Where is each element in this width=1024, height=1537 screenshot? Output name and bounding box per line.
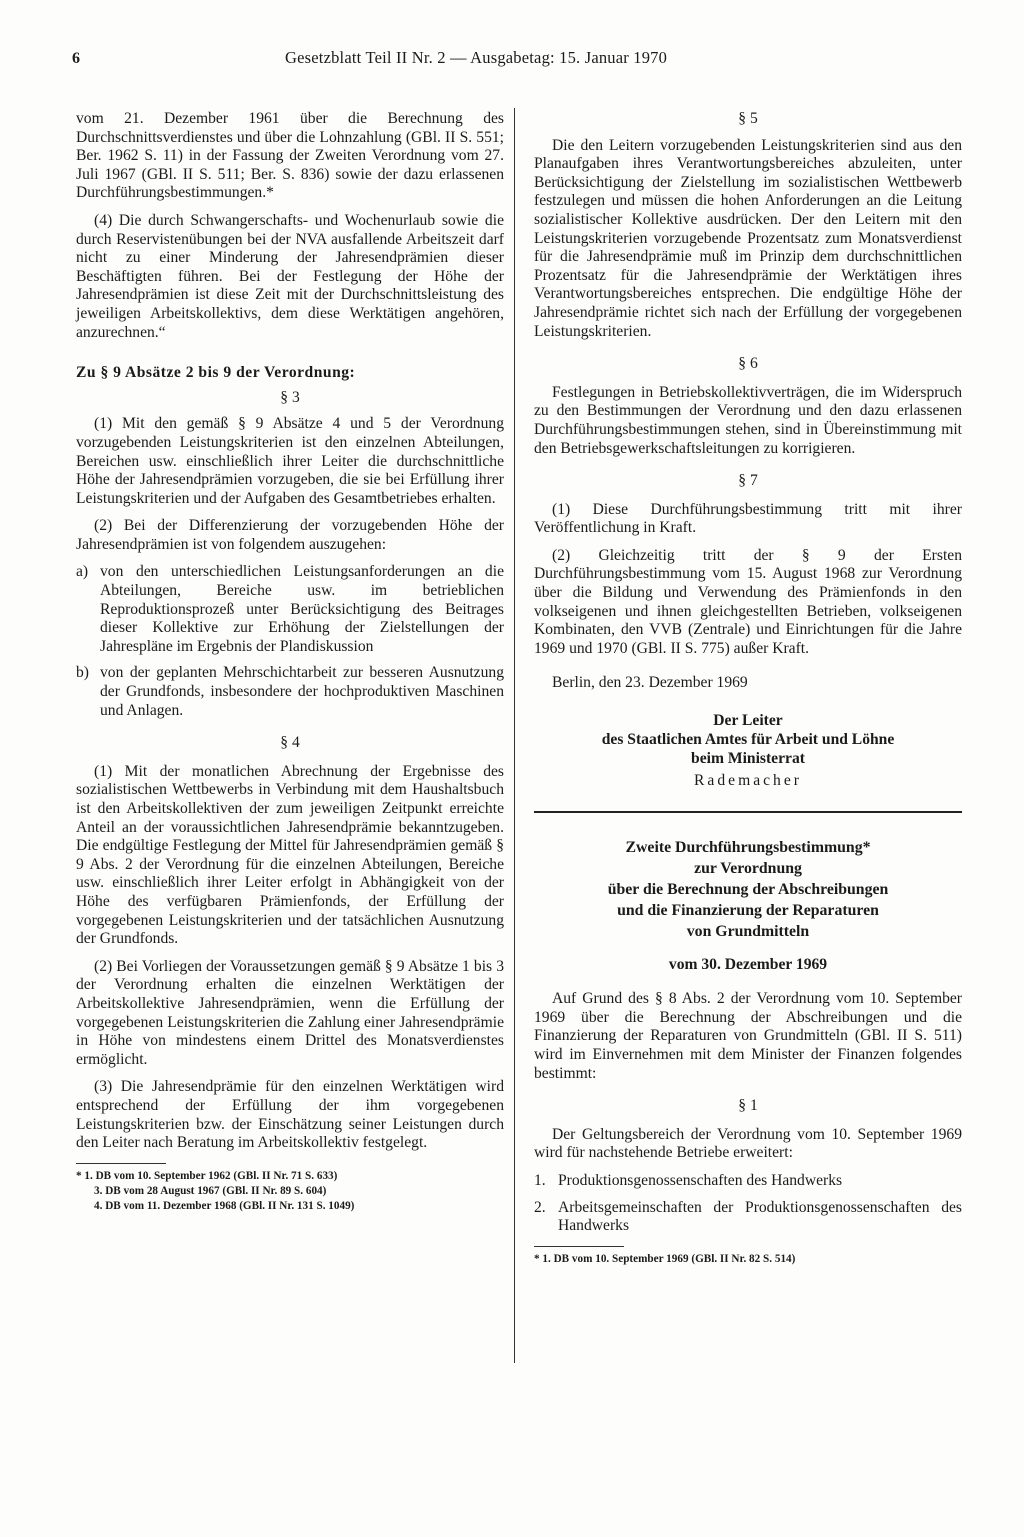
footnote: * 1. DB vom 10. September 1962 (GBl. II Nr. 71 S. 633) <box>76 1169 338 1182</box>
section-heading: Zu § 9 Absätze 2 bis 9 der Verordnung: <box>76 364 356 382</box>
paragraph-7-1: (1) Diese Durchführungsbestimmung tritt mit ihrer Veröffentlichung in Kraft. <box>534 500 962 537</box>
decree-title-line: Zweite Durchführungsbestimmung* <box>625 838 871 856</box>
column-divider <box>514 108 515 1363</box>
decree-title-line: und die Finanzierung der Reparaturen <box>617 901 879 919</box>
decree-title-line: über die Berechnung der Abschreibungen <box>607 880 889 898</box>
paragraph-4: (4) Die durch Schwangerschafts- und Wochenurlaub sowie die durch Reservistenübungen bei der NVA ausfallende Arbeitszeit darf nicht zu einer Minderung der Jahresendprämien dieser Beschäftigten führen. Bei der Festlegung der Höhe der Jahresendprämien ist diese Zeit mit der Durchschnittsleistung des jeweiligen Arbeitskollektivs, dem diese Werktätigen angehören, anzurechnen.“ <box>76 211 504 341</box>
decree-title <box>534 837 962 942</box>
paragraph-6: Festlegungen in Betriebskollektivverträgen, die im Widerspruch zu den Bestimmungen der Verordnung und den dazu erlassenen Durchführungsbestimmungen stehen, sind in Übereinstimmung mit den Betriebsgewerkschaftsleitungen zu korrigieren. <box>534 383 962 457</box>
paragraph-7-2: (2) Gleichzeitig tritt der § 9 der Ersten Durchführungsbestimmung vom 15. August 1968 zur Verordnung über die Bildung und Verwendung des Prämienfonds in den volkseigenen und ihnen gleichgestellten Betrieben, volkseigenen Kombinaten, den VVB (Zentrale) und Einrichtungen für die Jahre 1969 und 1970 (GBl. II S. 775) außer Kraft. <box>534 546 962 657</box>
signature-title-3: beim Ministerrat <box>691 750 805 768</box>
list-text: von der geplanten Mehrschichtarbeit zur besseren Ausnutzung der Grundfonds, insbesondere der hochproduktiven Maschinen und Anlagen. <box>100 664 504 719</box>
paragraph-4-2: (2) Bei Vorliegen der Voraussetzungen gemäß § 9 Absätze 1 bis 3 der Verordnung erhalten die einzelnen Werktätigen der Arbeitskollektive Jahresendprämien, wenn die Erfüllung der vorgegebenen Leistungskriterien die Zahlung einer Jahresendprämie in Höhe von mindestens einem Drittel des Monatsverdienstes ermöglicht. <box>76 957 504 1068</box>
section-6-heading: § 6 <box>738 355 758 373</box>
running-header: Gesetzblatt Teil II Nr. 2 — Ausgabetag: 15. Januar 1970 <box>285 48 668 67</box>
decree-preamble: Auf Grund des § 8 Abs. 2 der Verordnung vom 10. September 1969 über die Berechnung der Abschreibungen und die Finanzierung der Reparaturen von Grundmitteln (GBl. II S. 511) wird im Einvernehmen mit dem Minister der Finanzen folgendes bestimmt: <box>534 990 962 1082</box>
footnote-rule <box>76 1163 166 1164</box>
decree-title-line: von Grundmitteln <box>686 922 810 940</box>
section-5-heading: § 5 <box>738 110 758 127</box>
right-column <box>534 110 962 1267</box>
paragraph-4-1: (1) Mit der monatlichen Abrechnung der Ergebnisse des sozialistischen Wettbewerbs in Verbindung mit dem Haushaltsbuch ist den Arbeitskollektiven der zum jeweiligen Zeitpunkt erreichte Anteil an der voraussichtlichen Jahresendprämie bekanntzugeben. Die endgültige Festlegung der Mittel für Jahresendprämien gemäß § 9 Abs. 2 der Verordnung für die einzelnen Abteilungen, Bereiche usw. einschließlich ihrer Leiter erfolgt in Abhängigkeit von der Höhe des verfügbaren Prämienfonds, der Erfüllung der vorgegebenen Leistungskriterien und der tatsächlichen Ausnutzung der Grundfonds. <box>76 762 504 948</box>
footnote-rule <box>534 1246 624 1247</box>
left-column <box>76 110 504 1214</box>
footnotes <box>76 1169 504 1214</box>
section-1-heading: § 1 <box>738 1097 758 1115</box>
date-line: Berlin, den 23. Dezember 1969 <box>552 674 748 692</box>
list-marker: a) <box>76 563 89 581</box>
paragraph-4-3: (3) Die Jahresendprämie für den einzelnen Werktätigen wird entsprechend der Erfüllung der ihm vorgegebenen Leistungskriterien bzw. der Einschätzung seiner Leistungen durch den Leiter nach Beratung im Arbeitskollektiv festgelegt. <box>76 1078 504 1152</box>
section-7-heading: § 7 <box>738 472 758 490</box>
footnote: * 1. DB vom 10. September 1969 (GBl. II Nr. 82 S. 514) <box>534 1252 796 1265</box>
signature-title-1: Der Leiter <box>713 712 783 730</box>
section-3-heading: § 3 <box>280 388 300 406</box>
paragraph-continuation: vom 21. Dezember 1961 über die Berechnung des Durchschnittsverdienstes und über die Lohnzahlung (GBl. II S. 551; Ber. 1962 S. 11) in der Fassung der Zweiten Verordnung vom 27. Juli 1967 (GBl. II S. 511; Ber. S. 836) sowie der dazu erlassenen Durchführungsbestimmungen.* <box>76 110 504 202</box>
footnote: 4. DB vom 11. Dezember 1968 (GBl. II Nr. 131 S. 1049) <box>94 1199 355 1212</box>
page-number: 6 <box>72 50 80 67</box>
section-4-heading: § 4 <box>280 734 300 752</box>
signature-name: Rademacher <box>694 772 802 790</box>
list-text: Produktionsgenossenschaften des Handwerks <box>558 1171 843 1189</box>
list-item <box>76 563 504 656</box>
decree-date: vom 30. Dezember 1969 <box>668 955 828 973</box>
list-marker: b) <box>76 664 89 682</box>
footnote: 3. DB vom 28 August 1967 (GBl. II Nr. 89 S. 604) <box>94 1184 327 1197</box>
list-marker: 1. <box>534 1171 546 1189</box>
decree-title-line: zur Verordnung <box>694 859 802 877</box>
paragraph-5: Die den Leitern vorzugebenden Leistungskriterien sind aus den Planaufgaben ihres Verantwortungsbereiches abzuleiten, unter Berücksichtigung der Zielstellung im sozialistischen Wettbewerb festzulegen und müssen die hohen Anforderungen an die Leitung sozialistischer Kollektive ausdrücken. Der den Leitern mit den Leistungskriterien vorzugebende Prozentsatz zum Monatsverdienst für die Jahresendprämie muß im Prinzip dem durchschnittlichen Prozentsatz für die Jahresendprämie der Werktätigen ihres Verantwortungsbereiches entsprechen. Die endgültige Höhe der Jahresendprämie richtet sich nach der Erfüllung der vorgegebenen Leistungskriterien. <box>534 136 962 340</box>
list-item <box>76 664 504 720</box>
list-text: von den unterschiedlichen Leistungsanforderungen an die Abteilungen, Bereiche usw. im betrieblichen Reproduktionsprozeß unter Berücksichtigung des Beitrages dieser Kollektive zur Erhöhung der Zielstellungen der Jahrespläne im Ergebnis der Plandiskussion <box>100 563 504 655</box>
section-rule <box>534 811 962 813</box>
signature-title-2: des Staatlichen Amtes für Arbeit und Löhne <box>601 731 895 749</box>
list-text: Arbeitsgemeinschaften der Produktionsgenossenschaften des Handwerks <box>558 1198 962 1235</box>
paragraph-1: Der Geltungsbereich der Verordnung vom 10. September 1969 wird für nachstehende Betriebe erweitert: <box>534 1125 962 1162</box>
paragraph-3-2: (2) Bei der Differenzierung der vorzugebenden Höhe der Jahresendprämien ist von folgendem auszugehen: <box>76 517 504 553</box>
list-item <box>534 1172 962 1191</box>
list-item <box>534 1199 962 1236</box>
list-marker: 2. <box>534 1198 546 1216</box>
paragraph-3-1: (1) Mit den gemäß § 9 Absätze 4 und 5 der Verordnung vorzugebenden Leistungskriterien ist den einzelnen Abteilungen, Bereichen usw. einschließlich ihrer Leiter die durchschnittliche Höhe der Jahresendprämien vorzugeben, die sie bei Erfüllung ihrer Leistungskriterien und der Aufgaben des Gesamtbetriebes erhalten. <box>76 415 504 507</box>
